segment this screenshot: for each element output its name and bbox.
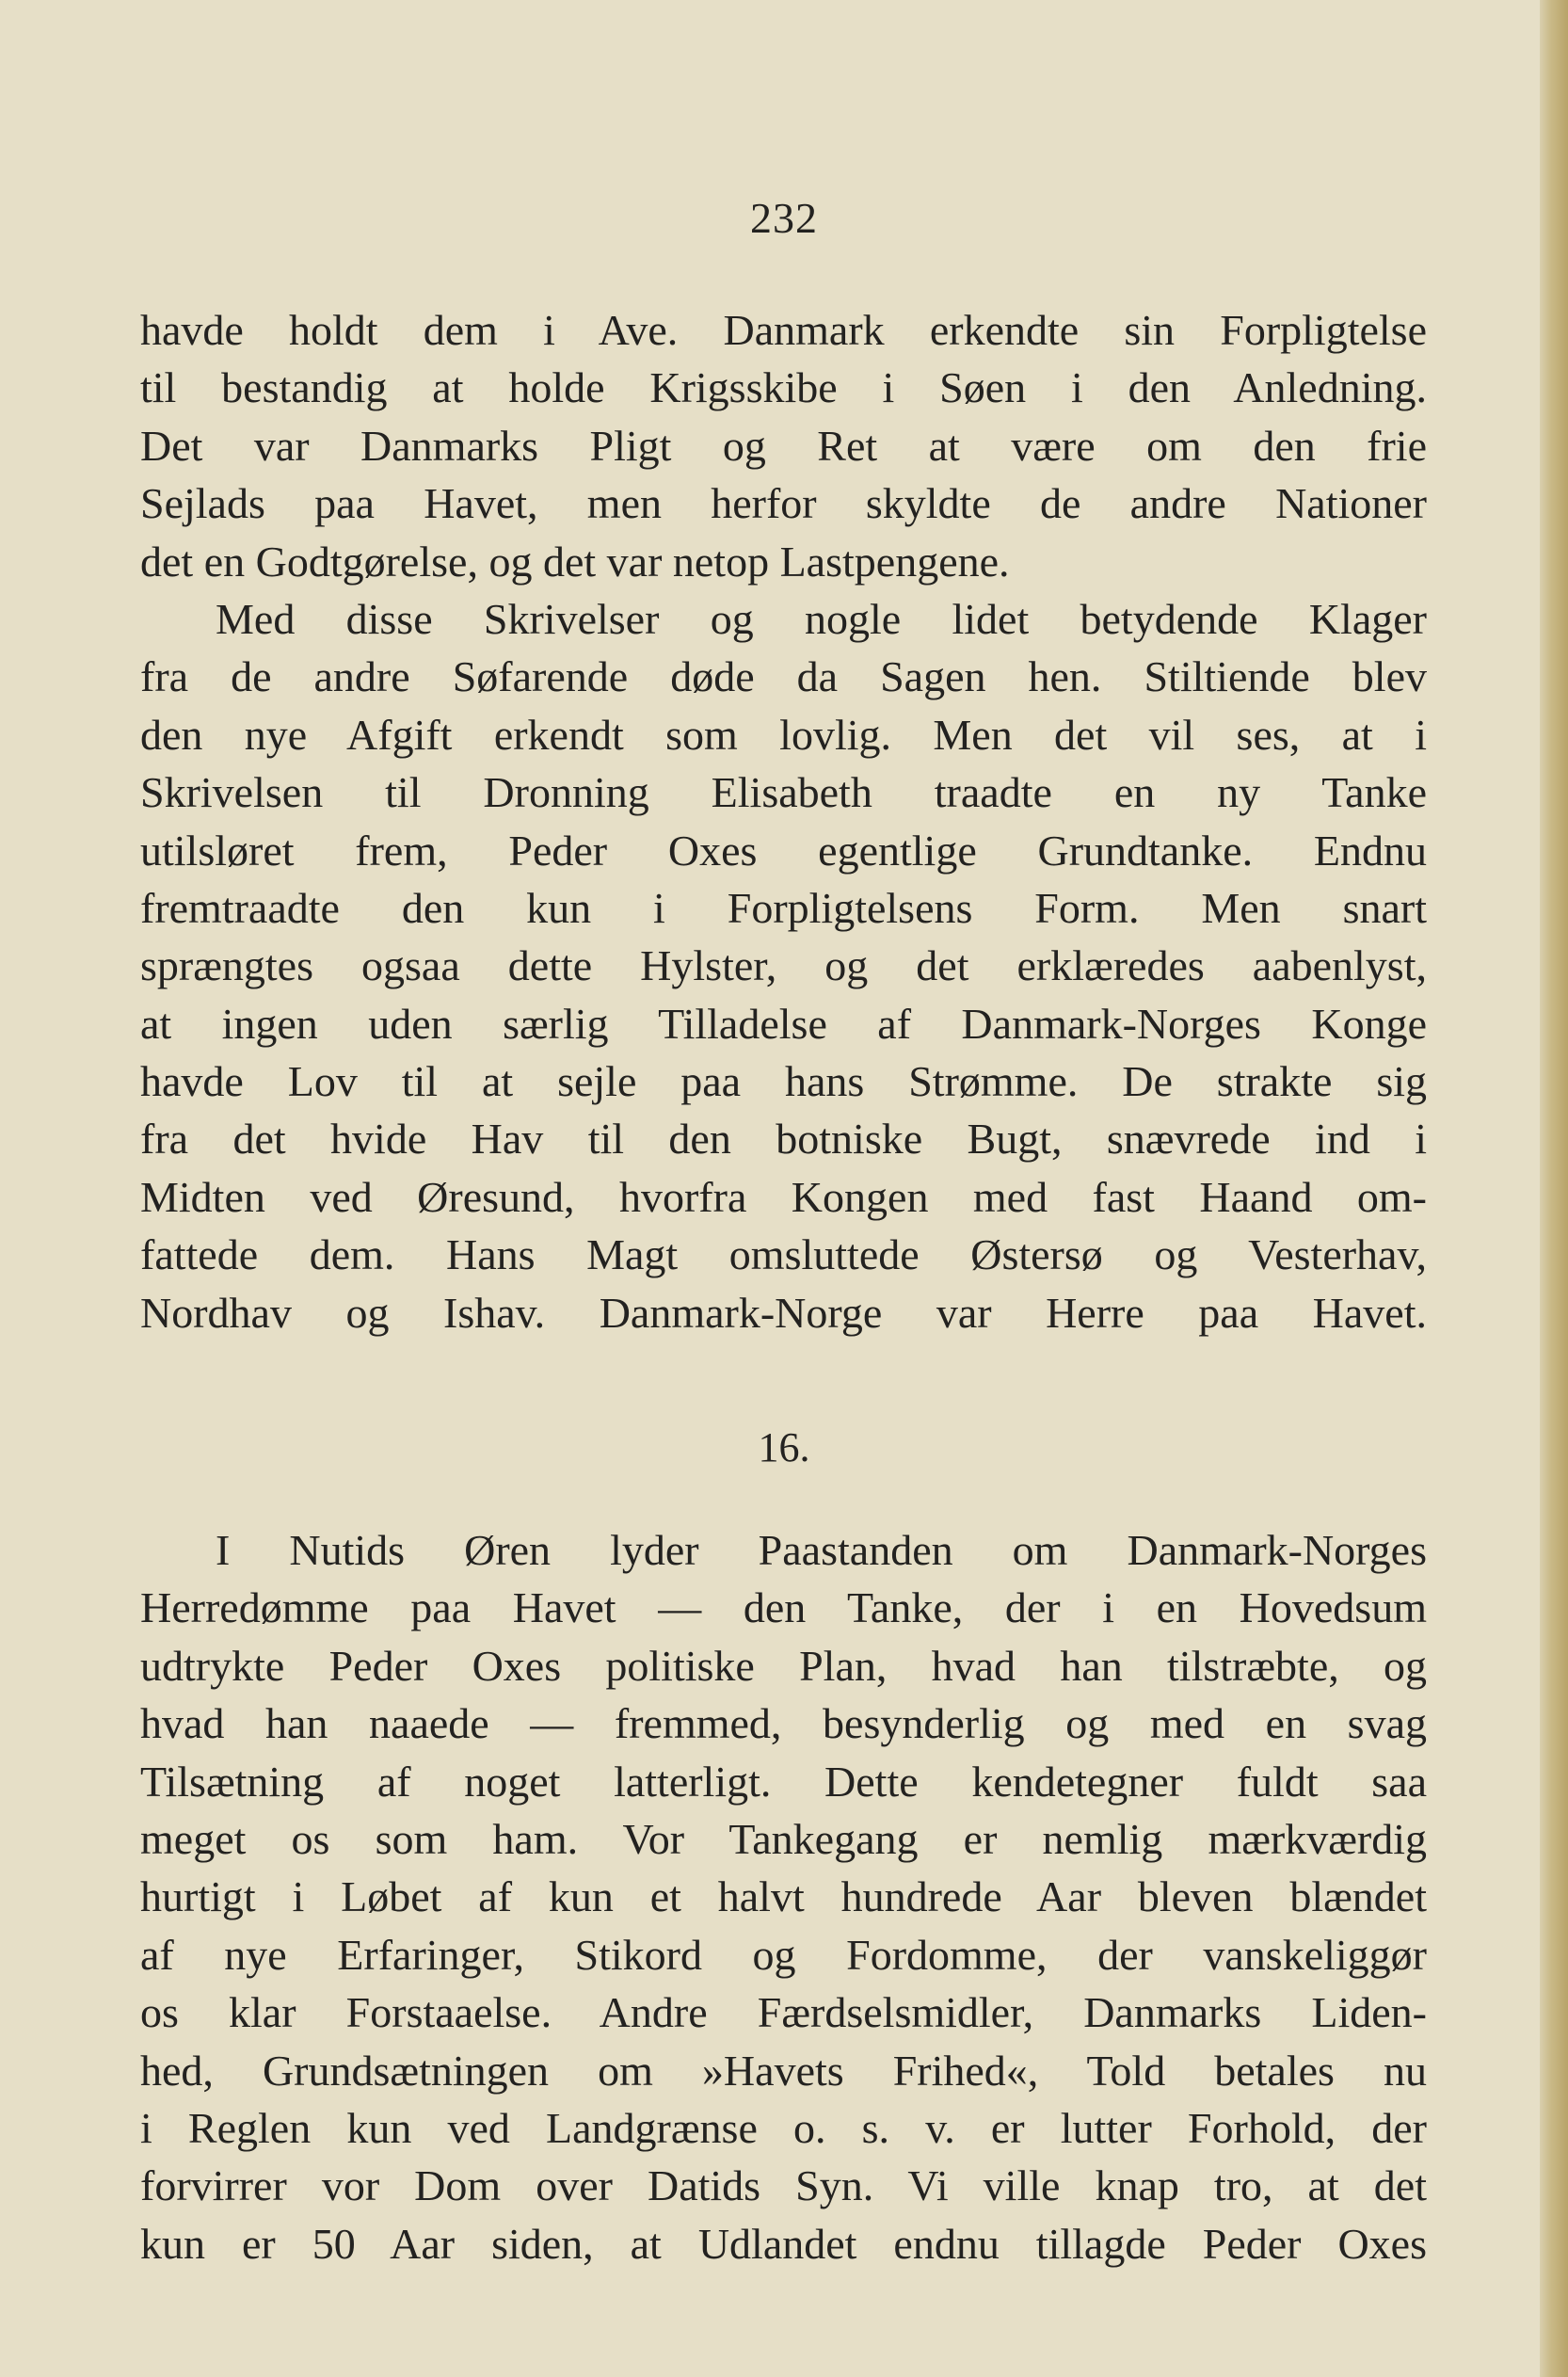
text-line: Det var Danmarks Pligt og Ret at være om den frie <box>140 421 1427 470</box>
text-line: Med disse Skrivelser og nogle lidet betydende Klager <box>216 594 1427 643</box>
text-line: fra de andre Søfarende døde da Sagen hen. Stiltiende blev <box>140 652 1427 701</box>
text-line: hvad han naaede — fremmed, besynderlig og med en svag <box>140 1699 1427 1748</box>
text-line: os klar Forstaaelse. Andre Færdselsmidler, Danmarks Liden- <box>140 1988 1427 2037</box>
text-block-top <box>140 301 1427 1341</box>
page-number: 232 <box>750 194 818 242</box>
text-line: det en Godtgørelse, og det var netop Lastpengene. <box>140 537 1010 586</box>
text-line: Herredømme paa Havet — den Tanke, der i en Hovedsum <box>140 1583 1427 1632</box>
text-line: utilsløret frem, Peder Oxes egentlige Grundtanke. Endnu <box>140 826 1427 875</box>
text-line: havde holdt dem i Ave. Danmark erkendte sin Forpligtelse <box>140 306 1427 354</box>
text-line: Skrivelsen til Dronning Elisabeth traadte en ny Tanke <box>140 768 1427 817</box>
page-edge <box>1540 0 1568 2377</box>
text-line: forvirrer vor Dom over Datids Syn. Vi ville knap tro, at det <box>140 2161 1427 2210</box>
text-line: havde Lov til at sejle paa hans Strømme. De strakte sig <box>140 1057 1427 1106</box>
text-line: meget os som ham. Vor Tankegang er nemlig mærkværdig <box>140 1814 1427 1863</box>
text-line: I Nutids Øren lyder Paastanden om Danmark-Norges <box>216 1526 1427 1574</box>
text-line: Nordhav og Ishav. Danmark-Norge var Herre paa Havet. <box>140 1288 1427 1337</box>
text-line: i Reglen kun ved Landgrænse o. s. v. er lutter Forhold, der <box>140 2103 1427 2152</box>
text-line: Midten ved Øresund, hvorfra Kongen med fast Haand om- <box>140 1172 1427 1221</box>
text-line: hed, Grundsætningen om »Havets Frihed«, Told betales nu <box>140 2046 1427 2095</box>
text-line: til bestandig at holde Krigsskibe i Søen i den Anledning. <box>140 363 1427 412</box>
section-number: 16. <box>758 1424 810 1470</box>
text-line: hurtigt i Løbet af kun et halvt hundrede Aar bleven blændet <box>140 1872 1427 1921</box>
text-line: fattede dem. Hans Magt omsluttede Østersø og Vesterhav, <box>140 1230 1427 1279</box>
text-line: udtrykte Peder Oxes politiske Plan, hvad han tilstræbte, og <box>140 1641 1427 1690</box>
text-line: sprængtes ogsaa dette Hylster, og det erklæredes aabenlyst, <box>140 941 1427 990</box>
text-line: at ingen uden særlig Tilladelse af Danmark-Norges Konge <box>140 999 1427 1048</box>
text-line: den nye Afgift erkendt som lovlig. Men det vil ses, at i <box>140 710 1427 759</box>
text-line: kun er 50 Aar siden, at Udlandet endnu tillagde Peder Oxes <box>140 2219 1427 2268</box>
text-line: af nye Erfaringer, Stikord og Fordomme, der vanskeliggør <box>140 1930 1427 1979</box>
text-line: Sejlads paa Havet, men herfor skyldte de andre Nationer <box>140 479 1427 528</box>
text-line: Tilsætning af noget latterligt. Dette kendetegner fuldt saa <box>140 1757 1427 1806</box>
text-line: fra det hvide Hav til den botniske Bugt, snævrede ind i <box>140 1115 1427 1164</box>
text-block-bottom <box>140 1521 1427 2273</box>
text-line: fremtraadte den kun i Forpligtelsens Form. Men snart <box>140 883 1427 932</box>
